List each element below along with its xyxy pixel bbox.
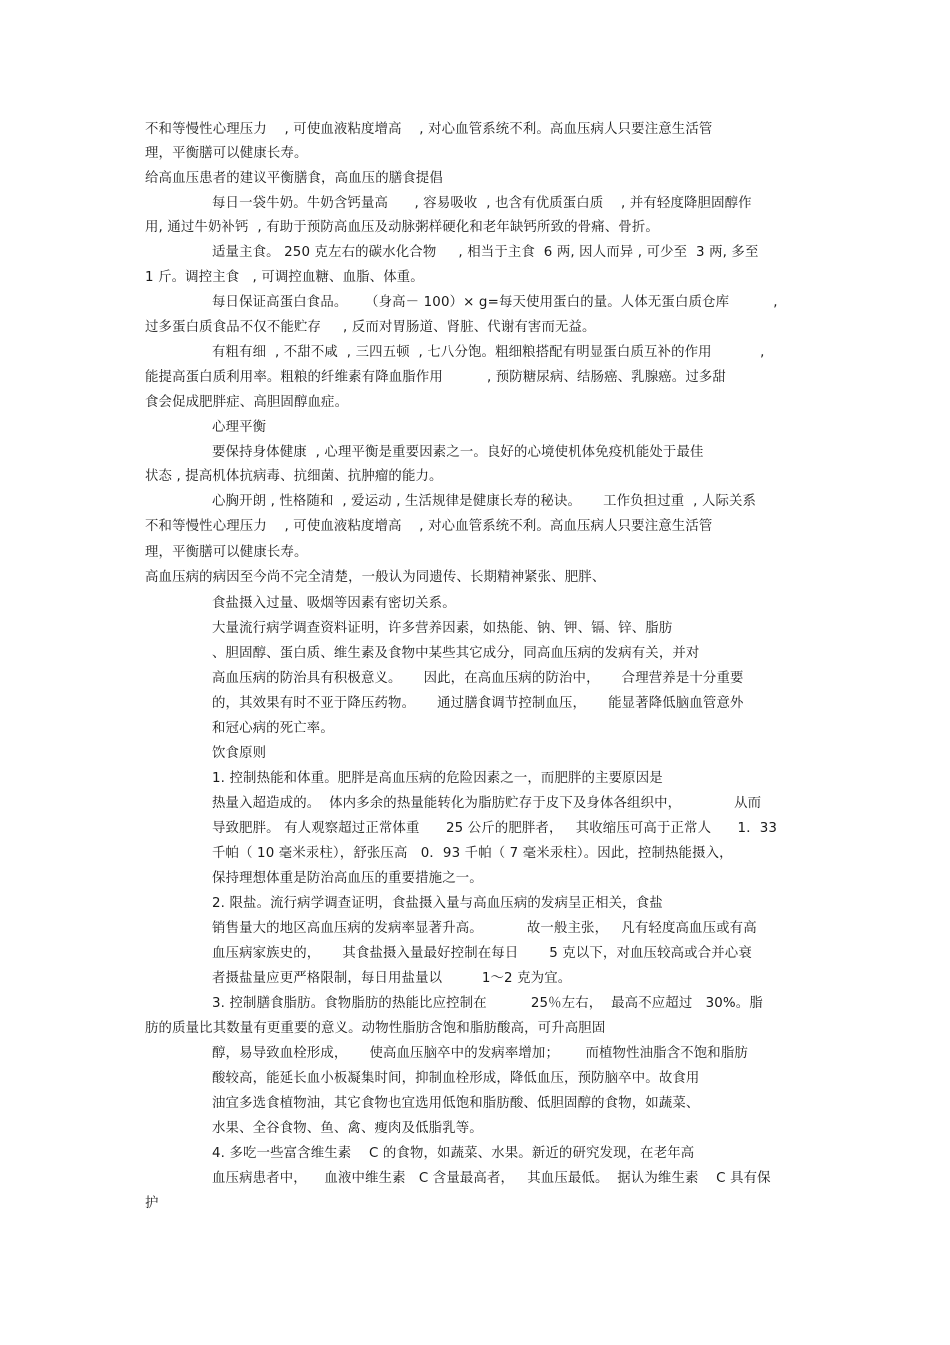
text-line: 不和等慢性心理压力 , 可使血液粘度增高 , 对心血管系统不利。高血压病人只要注意生活管 [145,519,713,534]
text-line: 1 斤。调控主食 , 可调控血糖、血脂、体重。 [145,270,424,285]
text-line: 护 [145,1196,159,1211]
text-line: 肪的质量比其数量有更重要的意义。动物性脂肪含饱和脂肪酸高，可升高胆固 [145,1021,606,1036]
text-line: 酸较高，能延长血小板凝集时间，抑制血栓形成，降低血压，预防脑卒中。故食用 [212,1071,700,1086]
text-line: 理，平衡膳可以健康长寿。 [145,545,308,560]
text-line: 大量流行病学调查资料证明，许多营养因素，如热能、钠、钾、镉、锌、脂肪 [212,621,673,636]
text-line: 千帕（ 10 毫米汞柱），舒张压高 0．93 千帕（ 7 毫米汞柱）。因此，控制热能摄入， [212,846,733,861]
text-line: 者摄盐量应更严格限制，每日用盐量以 1～2 克为宜。 [212,971,572,986]
text-line: 食盐摄入过量、吸烟等因素有密切关系。 [212,596,456,611]
text-line: 食会促成肥胖症、高胆固醇血症。 [145,395,349,410]
text-line: 用, 通过牛奶补钙 , 有助于预防高血压及动脉粥样硬化和老年缺钙所致的骨痛、骨折。 [145,220,659,235]
text-line: 油宜多选食植物油，其它食物也宜选用低饱和脂肪酸、低胆固醇的食物，如蔬菜、 [212,1096,700,1111]
text-line: 和冠心病的死亡率。 [212,721,334,736]
text-line: 保持理想体重是防治高血压的重要措施之一。 [212,871,483,886]
text-line: 2. 限盐。流行病学调查证明，食盐摄入量与高血压病的发病呈正相关，食盐 [212,896,663,911]
text-line: 不和等慢性心理压力 , 可使血液粘度增高 , 对心血管系统不利。高血压病人只要注意生活管 [145,122,713,137]
text-line: 适量主食。 250 克左右的碳水化合物 , 相当于主食 6 两, 因人而异 , 可少至 3 两, 多至 [212,245,759,260]
section-heading: 心理平衡 [212,420,267,435]
text-line: 要保持身体健康 , 心理平衡是重要因素之一。良好的心境使机体免疫机能处于最佳 [212,445,704,460]
text-line: 醇，易导致血栓形成， 使高血压脑卒中的发病率增加； 而植物性油脂含不饱和脂肪 [212,1046,748,1061]
text-line: 状态 , 提高机体抗病毒、抗细菌、抗肿瘤的能力。 [145,469,443,484]
text-line: 销售量大的地区高血压病的发病率显著升高。 故一般主张， 凡有轻度高血压或有高 [212,921,757,936]
text-line: 有粗有细 , 不甜不咸 , 三四五顿 , 七八分饱。粗细粮搭配有明显蛋白质互补的作用 , [212,345,765,360]
text-line: 导致肥胖。 有人观察超过正常体重 25 公斤的肥胖者， 其收缩压可高于正常人 1．33 [212,821,778,836]
text-line: 1. 控制热能和体重。肥胖是高血压病的危险因素之一，而肥胖的主要原因是 [212,771,663,786]
text-line: 血压病家族史的， 其食盐摄入量最好控制在每日 5 克以下，对血压较高或合并心衰 [212,946,752,961]
text-line: 高血压病的病因至今尚不完全清楚，一般认为同遗传、长期精神紧张、肥胖、 [145,570,606,585]
text-line: 能提高蛋白质利用率。粗粮的纤维素有降血脂作用 , 预防糖尿病、结肠癌、乳腺癌。过多甜 [145,370,726,385]
text-line: 高血压病的防治具有积极意义。 因此，在高血压病的防治中， 合理营养是十分重要 [212,671,744,686]
text-line: 理，平衡膳可以健康长寿。 [145,146,308,161]
text-line: 每日保证高蛋白食品。 （身高－ 100）× g=每天使用蛋白的量。人体无蛋白质仓库 , [212,295,778,310]
text-line: 水果、全谷食物、鱼、禽、瘦肉及低脂乳等。 [212,1121,483,1136]
text-line: 血压病患者中， 血液中维生素 C 含量最高者， 其血压最低。 据认为维生素 C 具有保 [212,1171,771,1186]
text-line: 3. 控制膳食脂肪。食物脂肪的热能比应控制在 25％左右， 最高不应超过 30%。脂 [212,996,763,1011]
text-line: 4. 多吃一些富含维生素 C 的食物，如蔬菜、水果。新近的研究发现，在老年高 [212,1146,695,1161]
text-line: 过多蛋白质食品不仅不能贮存 , 反而对胃肠道、肾脏、代谢有害而无益。 [145,320,596,335]
text-line: 的，其效果有时不亚于降压药物。 通过膳食调节控制血压， 能显著降低脑血管意外 [212,696,744,711]
heading-line: 给高血压患者的建议平衡膳食，高血压的膳食提倡 [145,171,443,186]
section-heading: 饮食原则 [212,746,267,761]
text-line: 、胆固醇、蛋白质、维生素及食物中某些其它成分，同高血压病的发病有关，并对 [212,646,700,661]
text-line: 热量入超造成的。 体内多余的热量能转化为脂肪贮存于皮下及身体各组织中， 从而 [212,796,762,811]
text-line: 每日一袋牛奶。牛奶含钙量高 , 容易吸收 , 也含有优质蛋白质 , 并有轻度降胆固醇作 [212,196,752,211]
text-line: 心胸开朗 , 性格随和 , 爱运动 , 生活规律是健康长寿的秘诀。 工作负担过重 , 人际关系 [212,494,757,509]
